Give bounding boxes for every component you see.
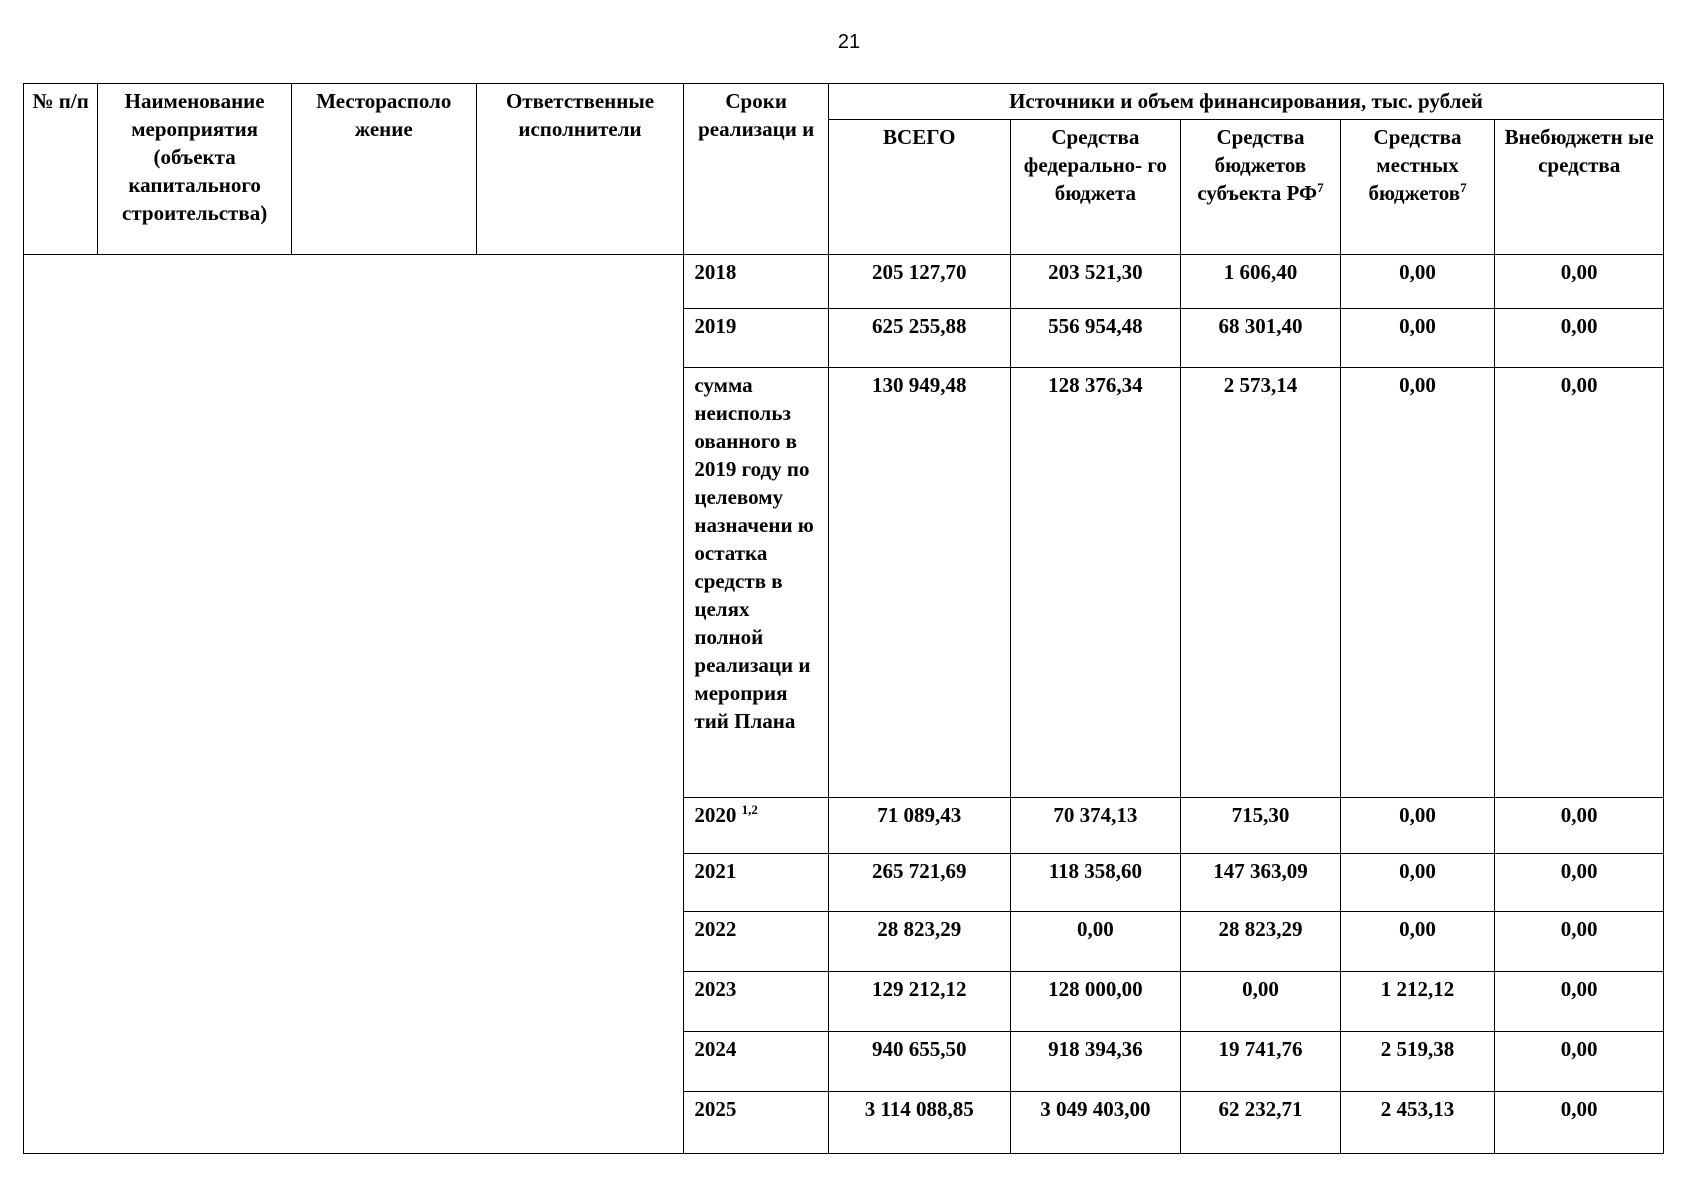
merged-empty-cell [24,255,684,1154]
row-local: 0,00 [1340,798,1495,854]
row-subject: 19 741,76 [1181,1032,1341,1092]
row-period: 2020 $^{1,2}$ [684,798,829,854]
row-total: 205 127,70 [828,255,1010,309]
row-total: 3 114 088,85 [828,1092,1010,1154]
row-period: 2025 [684,1092,829,1154]
row-subject: 68 301,40 [1181,309,1341,368]
row-total: 625 255,88 [828,309,1010,368]
row-federal: 203 521,30 [1010,255,1181,309]
table-row [24,255,1664,309]
header-subject-footnote: 7 [1317,180,1324,196]
row-offbudget: 0,00 [1495,912,1664,972]
row-local: 1 212,12 [1340,972,1495,1032]
row-local: 2 453,13 [1340,1092,1495,1154]
row-local: 0,00 [1340,854,1495,912]
header-local [1340,120,1495,255]
row-period: 2024 [684,1032,829,1092]
period-footnote: 1,2 [741,802,758,817]
header-subject-label: Средства бюджетов субъекта РФ [1197,125,1318,206]
row-federal: 70 374,13 [1010,798,1181,854]
row-period: 2019 [684,309,829,368]
row-federal: 918 394,36 [1010,1032,1181,1092]
row-local: 0,00 [1340,912,1495,972]
row-offbudget: 0,00 [1495,255,1664,309]
header-sources-group: Источники и объем финансирования, тыс. рублей [828,84,1663,120]
header-executors: Ответственные исполнители [476,84,684,255]
row-offbudget: 0,00 [1495,1092,1664,1154]
financing-table [23,83,1664,1154]
row-period: сумма неиспольз ованного в 2019 году по целевому назначени ю остатка средств в целях полной реализаци и мероприя тий Плана [684,368,829,798]
row-local: 0,00 [1340,255,1495,309]
row-offbudget: 0,00 [1495,368,1664,798]
header-total: ВСЕГО [828,120,1010,255]
row-federal: 128 000,00 [1010,972,1181,1032]
row-total: 28 823,29 [828,912,1010,972]
row-subject: 147 363,09 [1181,854,1341,912]
row-period: 2018 [684,255,829,309]
header-federal: Средства федерально- го бюджета [1010,120,1181,255]
header-local-footnote: 7 [1460,180,1467,196]
header-offbudget: Внебюджетн ые средства [1495,120,1664,255]
header-local-label: Средства местных бюджетов [1368,125,1462,206]
row-subject: 1 606,40 [1181,255,1341,309]
row-total: 129 212,12 [828,972,1010,1032]
row-subject: 2 573,14 [1181,368,1341,798]
row-offbudget: 0,00 [1495,1032,1664,1092]
row-federal: 0,00 [1010,912,1181,972]
header-name: Наименование мероприятия (объекта капитального строительства) [98,84,292,255]
row-period: 2022 [684,912,829,972]
row-total: 71 089,43 [828,798,1010,854]
row-period: 2021 [684,854,829,912]
row-offbudget: 0,00 [1495,798,1664,854]
row-total: 130 949,48 [828,368,1010,798]
row-offbudget: 0,00 [1495,972,1664,1032]
row-local: 0,00 [1340,368,1495,798]
page-number: 21 [837,31,861,53]
header-subject [1181,120,1341,255]
row-total: 940 655,50 [828,1032,1010,1092]
row-local: 0,00 [1340,309,1495,368]
row-total: 265 721,69 [828,854,1010,912]
row-subject: 715,30 [1181,798,1341,854]
row-period: 2023 [684,972,829,1032]
row-local: 2 519,38 [1340,1032,1495,1092]
header-location: Месторасполо жение [291,84,476,255]
row-federal: 118 358,60 [1010,854,1181,912]
header-num: № п/п [24,84,98,255]
row-subject: 62 232,71 [1181,1092,1341,1154]
row-federal: 3 049 403,00 [1010,1092,1181,1154]
row-subject: 0,00 [1181,972,1341,1032]
row-offbudget: 0,00 [1495,309,1664,368]
row-federal: 556 954,48 [1010,309,1181,368]
row-subject: 28 823,29 [1181,912,1341,972]
header-row-top [24,84,1664,120]
row-federal: 128 376,34 [1010,368,1181,798]
header-period: Сроки реализаци и [684,84,829,255]
row-offbudget: 0,00 [1495,854,1664,912]
